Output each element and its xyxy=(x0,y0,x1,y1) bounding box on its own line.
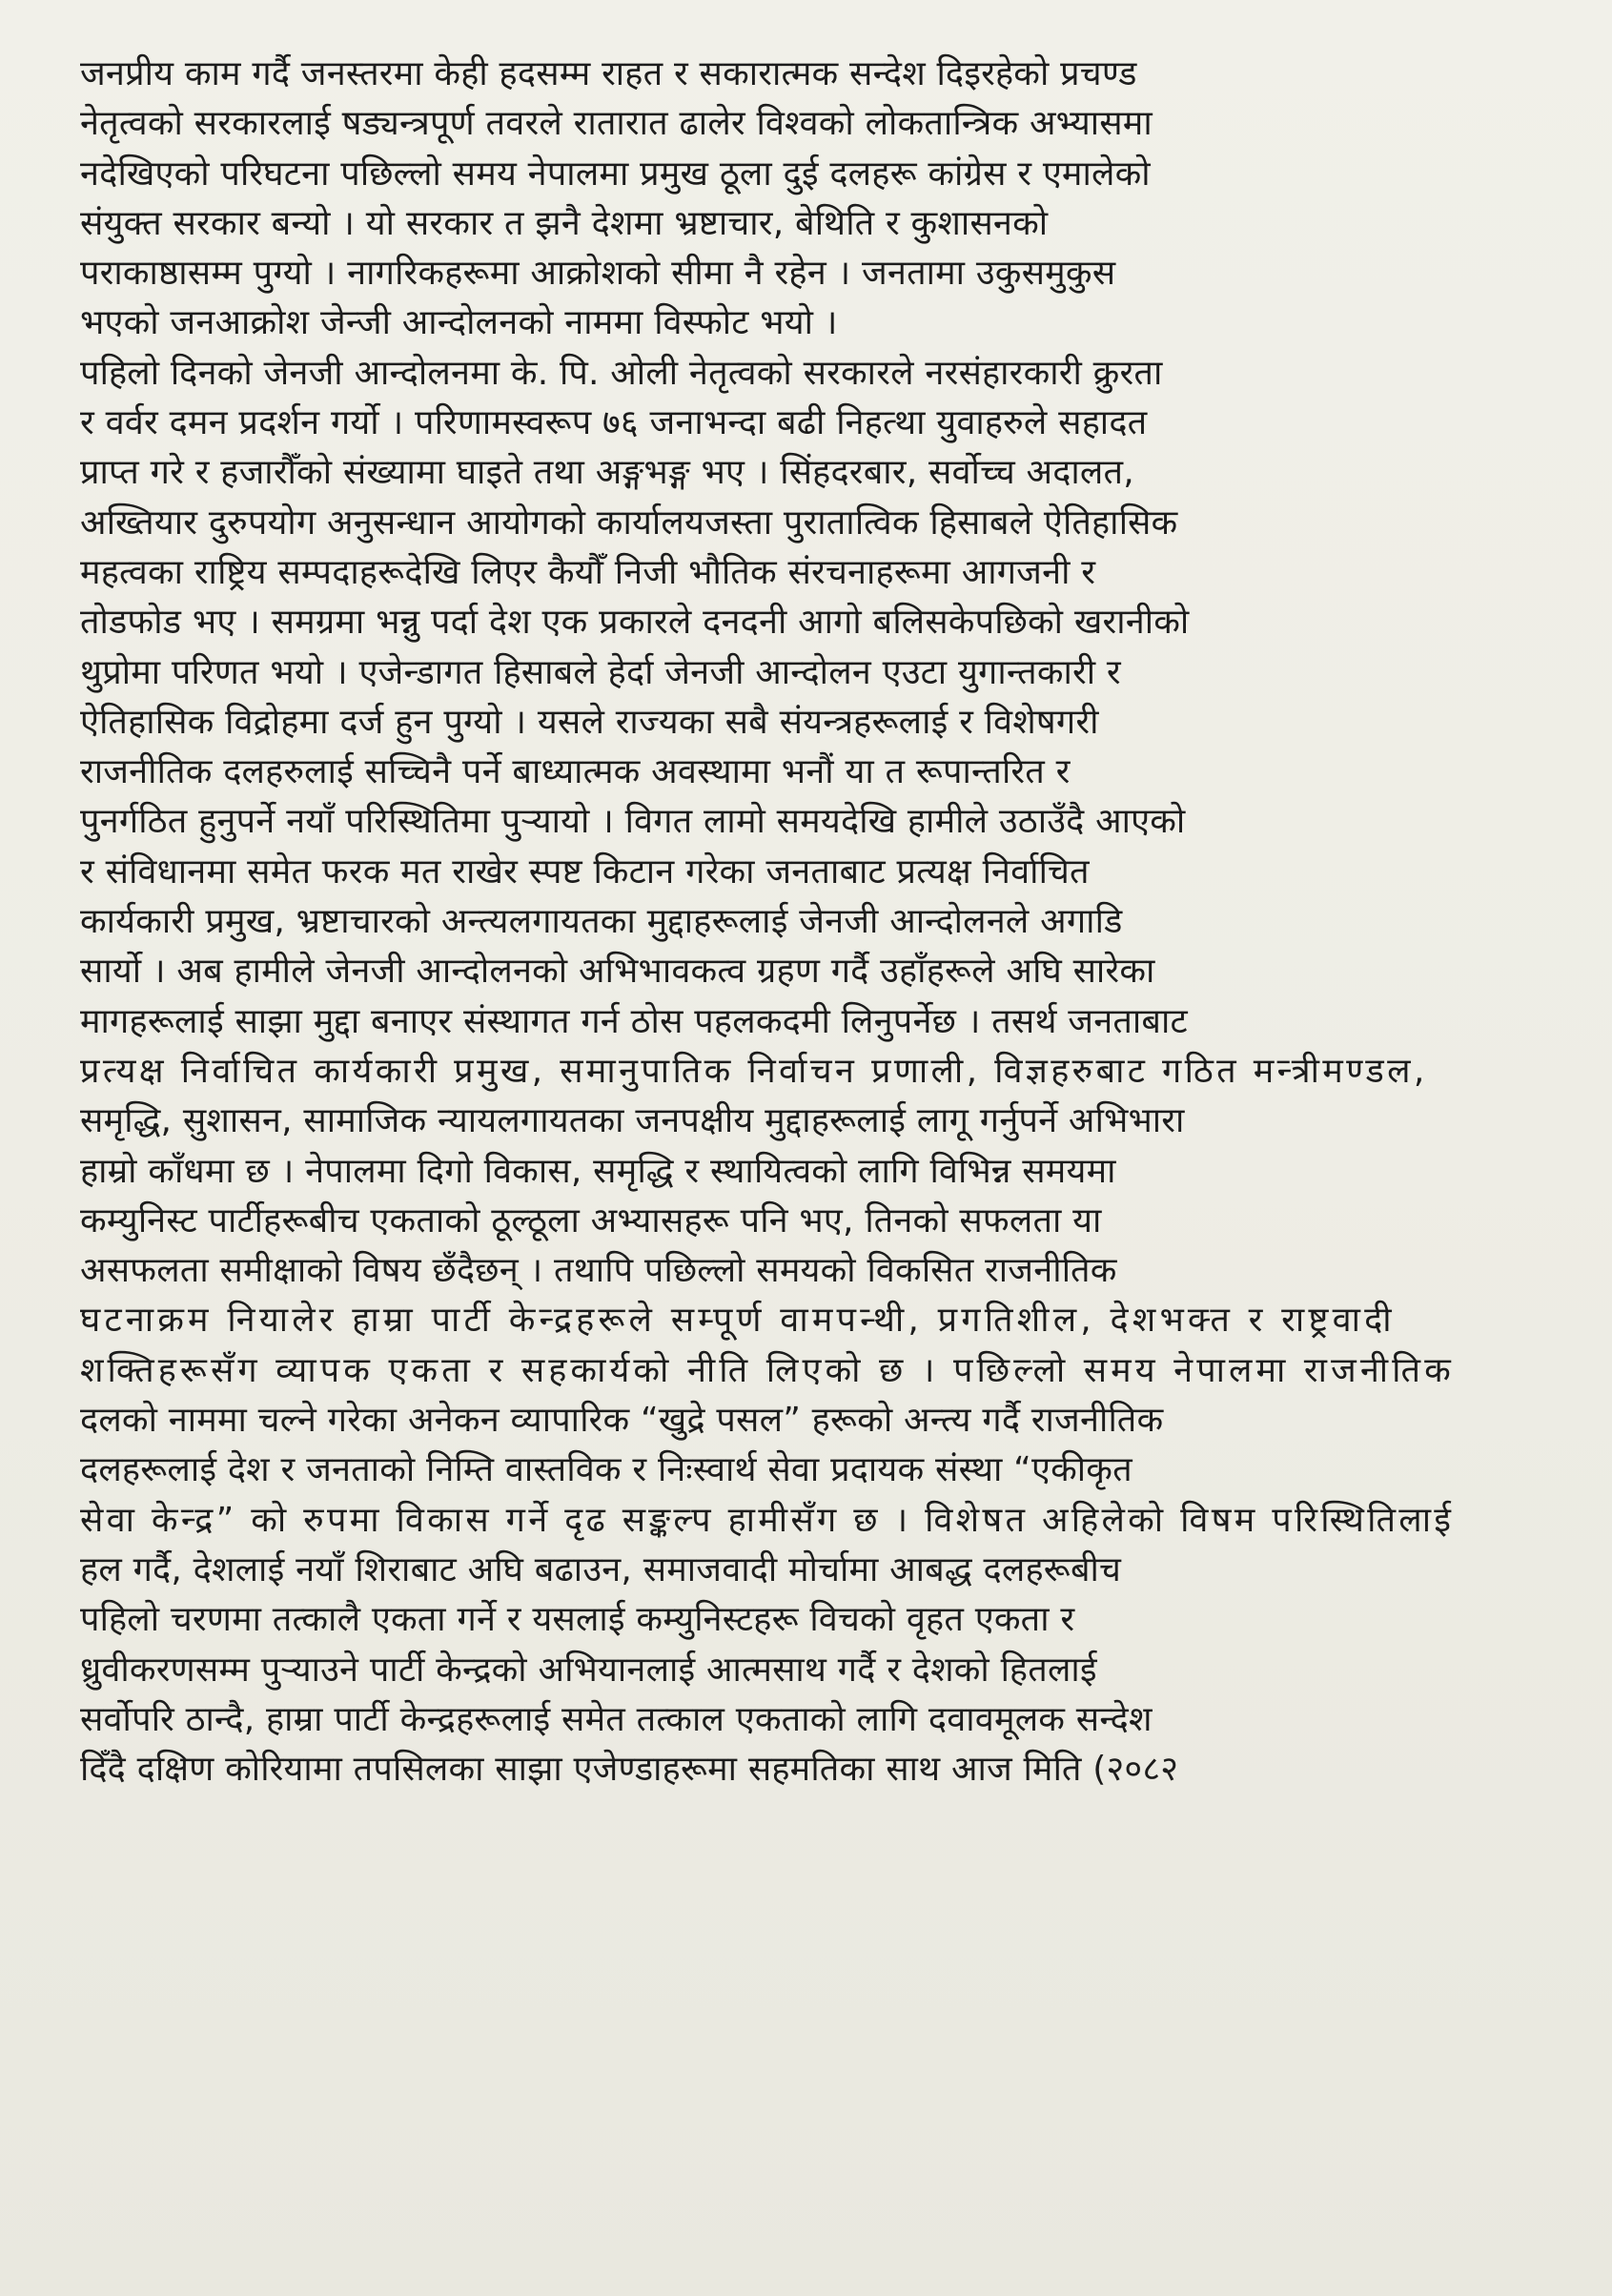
text-line: अख्तियार दुरुपयोग अनुसन्धान आयोगको कार्यालयजस्ता पुरातात्विक हिसाबले ऐतिहासिक xyxy=(80,502,1178,543)
text-line: प्रत्यक्ष निर्वाचित कार्यकारी प्रमुख, समानुपातिक निर्वाचन प्रणाली, विज्ञहरुबाट गठित मन्त्रीमण्डल, xyxy=(80,1051,1428,1091)
text-line: पुनर्गठित हुनुपर्ने नयाँ परिस्थितिमा पुऱ्यायो । विगत लामो समयदेखि हामीले उठाउँदै आएको xyxy=(80,802,1186,842)
text-line: पहिलो दिनको जेनजी आन्दोलनमा के. पि. ओली नेतृत्वको सरकारले नरसंहारकारी क्रुरता xyxy=(80,353,1163,393)
text-line: जनप्रीय काम गर्दै जनस्तरमा केही हदसम्म राहत र सकारात्मक सन्देश दिइरहेको प्रचण्ड xyxy=(80,54,1137,93)
body-text xyxy=(80,50,1550,1794)
text-line: असफलता समीक्षाको विषय छँदैछन् । तथापि पछिल्लो समयको विकसित राजनीतिक xyxy=(80,1251,1117,1291)
text-line: कार्यकारी प्रमुख, भ्रष्टाचारको अन्त्यलगायतका मुद्दाहरूलाई जेनजी आन्दोलनले अगाडि xyxy=(80,902,1123,942)
text-line: सार्यो । अब हामीले जेनजी आन्दोलनको अभिभावकत्व ग्रहण गर्दै उहाँहरूले अघि सारेका xyxy=(80,952,1155,992)
text-line: ध्रुवीकरणसम्म पुऱ्याउने पार्टी केन्द्रको अभियानलाई आत्मसाथ गर्दै र देशको हितलाई xyxy=(80,1650,1097,1690)
text-line: पराकाष्ठासम्म पुग्यो । नागरिकहरूमा आक्रोशको सीमा नै रहेन । जनतामा उकुसमुकुस xyxy=(80,254,1116,294)
text-line: ऐतिहासिक विद्रोहमा दर्ज हुन पुग्यो । यसले राज्यका सबै संयन्त्रहरूलाई र विशेषगरी xyxy=(80,702,1099,742)
text-line: र संविधानमा समेत फरक मत राखेर स्पष्ट किटान गरेका जनताबाट प्रत्यक्ष निर्वाचित xyxy=(80,851,1090,892)
text-line: संयुक्त सरकार बन्यो । यो सरकार त झनै देशमा भ्रष्टाचार, बेथिति र कुशासनको xyxy=(80,203,1049,243)
text-line: महत्वका राष्ट्रिय सम्पदाहरूदेखि लिएर कैयौँ निजी भौतिक संरचनाहरूमा आगजनी र xyxy=(80,552,1096,592)
text-line: नेतृत्वको सरकारलाई षड्यन्त्रपूर्ण तवरले रातारात ढालेर विश्वको लोकतान्त्रिक अभ्यासमा xyxy=(80,104,1153,144)
text-line: मागहरूलाई साझा मुद्दा बनाएर संस्थागत गर्न ठोस पहलकदमी लिनुपर्नेछ । तसर्थ जनताबाट xyxy=(80,1001,1188,1041)
text-line: र वर्वर दमन प्रदर्शन गर्यो । परिणामस्वरूप ७६ जनाभन्दा बढी निहत्था युवाहरुले सहादत xyxy=(80,403,1148,443)
text-line: सर्वोपरि ठान्दै, हाम्रा पार्टी केन्द्रहरूलाई समेत तत्काल एकताको लागि दवावमूलक सन्देश xyxy=(80,1699,1153,1739)
text-line: थुप्रोमा परिणत भयो । एजेन्डागत हिसाबले हेर्दा जेनजी आन्दोलन एउटा युगान्तकारी र xyxy=(80,652,1121,692)
text-line: शक्तिहरूसँग व्यापक एकता र सहकार्यको नीति लिएको छ । पछिल्लो समय नेपालमा राजनीतिक xyxy=(80,1350,1455,1390)
text-line: हल गर्दै, देशलाई नयाँ शिराबाट अघि बढाउन, समाजवादी मोर्चामा आबद्ध दलहरूबीच xyxy=(80,1549,1122,1589)
text-line: समृद्धि, सुशासन, सामाजिक न्यायलगायतका जनपक्षीय मुद्दाहरूलाई लागू गर्नुपर्ने अभिभारा xyxy=(80,1101,1185,1141)
text-line: दलहरूलाई देश र जनताको निम्ति वास्तविक र निःस्वार्थ सेवा प्रदायक संस्था “एकीकृत xyxy=(80,1450,1132,1490)
text-line: प्राप्त गरे र हजारौँको संख्यामा घाइते तथा अङ्गभङ्ग भए । सिंहदरबार, सर्वोच्च अदालत, xyxy=(80,453,1134,493)
text-line: घटनाक्रम नियालेर हाम्रा पार्टी केन्द्रहरूले सम्पूर्ण वामपन्थी, प्रगतिशील, देशभक्त र राष्ट्रवादी xyxy=(80,1301,1396,1341)
text-line: पहिलो चरणमा तत्कालै एकता गर्ने र यसलाई कम्युनिस्टहरू विचको वृहत एकता र xyxy=(80,1600,1075,1640)
text-line: कम्युनिस्ट पार्टीहरूबीच एकताको ठूल्ठूला अभ्यासहरू पनि भए, तिनको सफलता या xyxy=(80,1200,1102,1240)
text-line: भएको जनआक्रोश जेन्जी आन्दोलनको नाममा विस्फोट भयो । xyxy=(80,303,838,343)
text-line: तोडफोड भए । समग्रमा भन्नु पर्दा देश एक प्रकारले दनदनी आगो बलिसकेपछिको खरानीको xyxy=(80,603,1190,643)
text-line: सेवा केन्द्र” को रुपमा विकास गर्ने दृढ सङ्कल्प हामीसँग छ । विशेषत अहिलेको विषम परिस्थितिलाई xyxy=(80,1500,1455,1540)
text-line: नदेखिएको परिघटना पछिल्लो समय नेपालमा प्रमुख ठूला दुई दलहरू कांग्रेस र एमालेको xyxy=(80,154,1151,194)
text-line: दिँदै दक्षिण कोरियामा तपसिलका साझा एजेण्डाहरूमा सहमतिका साथ आज मिति (२०८२ xyxy=(80,1750,1179,1790)
text-line: राजनीतिक दलहरुलाई सच्चिनै पर्ने बाध्यात्मक अवस्थामा भनौं या त रूपान्तरित र xyxy=(80,752,1071,792)
text-line: हाम्रो काँधमा छ । नेपालमा दिगो विकास, समृद्धि र स्थायित्वको लागि विभिन्न समयमा xyxy=(80,1151,1116,1191)
text-line: दलको नाममा चल्ने गरेका अनेकन व्यापारिक “खुद्रे पसल” हरूको अन्त्य गर्दै राजनीतिक xyxy=(80,1401,1164,1441)
